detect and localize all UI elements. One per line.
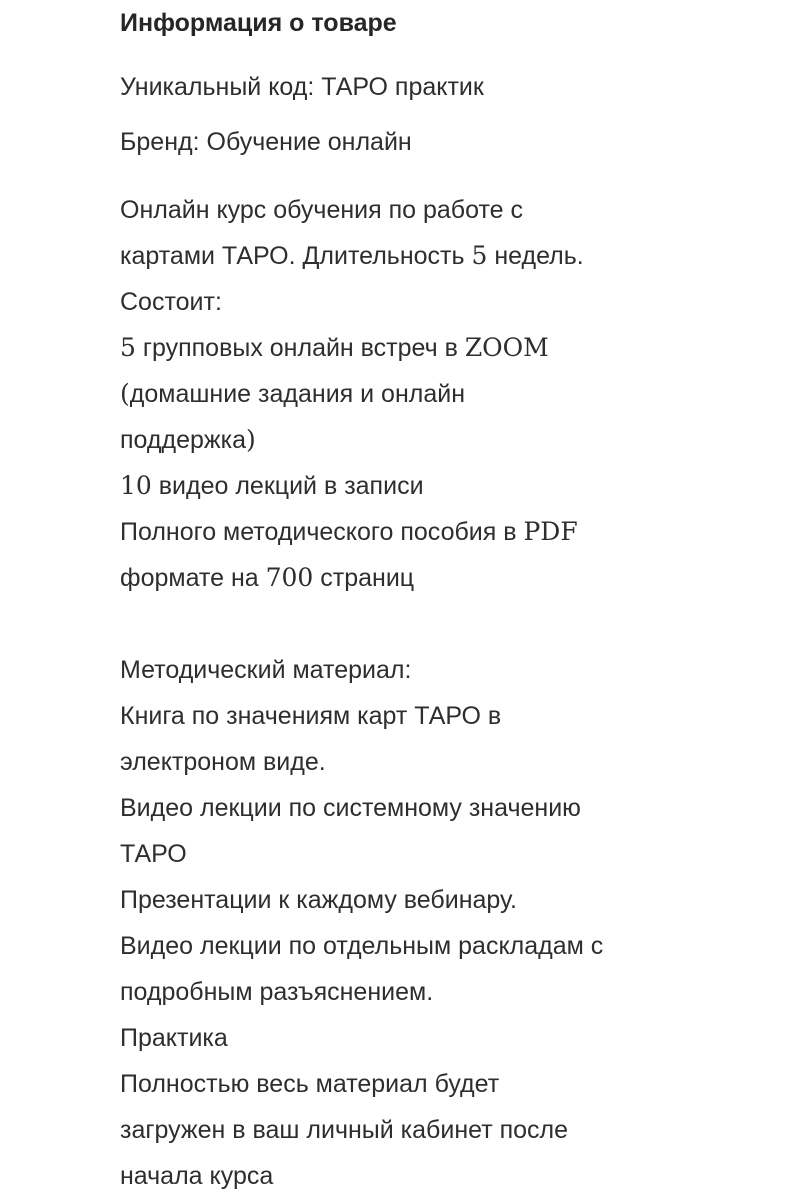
product-description — [120, 187, 760, 1199]
description-line: начала курса — [120, 1162, 274, 1190]
description-line: (домашние задания и онлайн — [120, 379, 466, 408]
product-info-heading: Информация о товаре — [120, 9, 397, 37]
description-line: Методический материал: — [120, 656, 412, 684]
paragraph-gap — [120, 601, 760, 647]
description-line: картами ТАРО. Длительность 5 недель. — [120, 241, 584, 270]
product-code-line: Уникальный код: ТАРО практик — [120, 73, 484, 101]
description-line: Видео лекции по системному значению — [120, 794, 581, 822]
description-line: ТАРО — [120, 840, 187, 868]
description-line: Книга по значениям карт ТАРО в — [120, 702, 502, 730]
description-line: Состоит: — [120, 288, 222, 316]
description-line: Видео лекции по отдельным раскладам с — [120, 932, 604, 960]
description-line: Онлайн курс обучения по работе с — [120, 196, 523, 224]
description-line: 5 групповых онлайн встреч в ZOOM — [120, 333, 549, 362]
product-brand-line: Бренд: Обучение онлайн — [120, 128, 412, 156]
description-line: 10 видео лекций в записи — [120, 471, 424, 500]
description-line: формате на 700 страниц — [120, 563, 415, 592]
description-line: Полного методического пособия в PDF — [120, 517, 578, 546]
description-line: электроном виде. — [120, 748, 326, 776]
description-line: Практика — [120, 1024, 228, 1052]
description-line: загружен в ваш личный кабинет после — [120, 1116, 569, 1144]
description-line: Презентации к каждому вебинару. — [120, 886, 517, 914]
description-line: поддержка) — [120, 425, 256, 454]
description-line: подробным разъяснением. — [120, 978, 434, 1006]
description-line: Полностью весь материал будет — [120, 1070, 500, 1098]
